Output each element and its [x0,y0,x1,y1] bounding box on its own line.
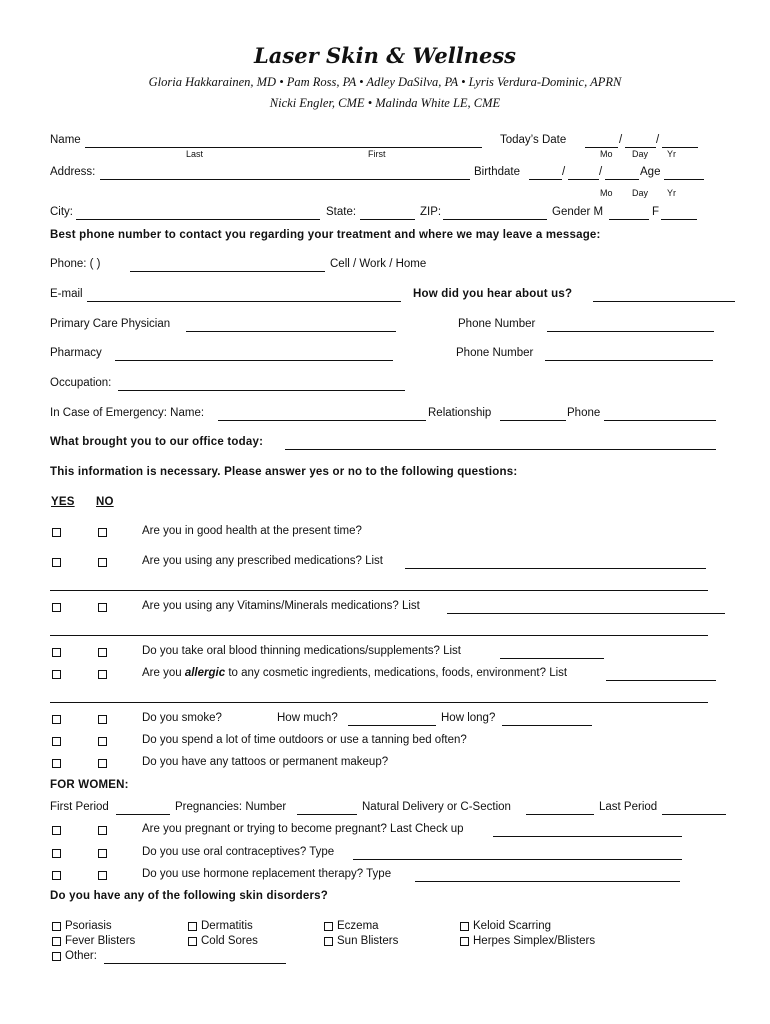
psoriasis-label: Psoriasis [65,920,112,932]
cold-sores-checkbox[interactable] [188,937,197,946]
zip-label: ZIP: [420,206,442,218]
q7-no-checkbox[interactable] [98,737,107,746]
vitamins-field[interactable] [447,613,725,614]
question-outdoors-tanning: Do you spend a lot of time outdoors or use a tanning bed often? [142,734,467,746]
delivery-label: Natural Delivery or C-Section [362,801,511,813]
question-contraceptives: Do you use oral contraceptives? Type [142,846,335,858]
q1-no-checkbox[interactable] [98,528,107,537]
w1-no-checkbox[interactable] [98,826,107,835]
smoke-how-long-field[interactable] [502,725,592,726]
today-yr-label: Yr [667,149,676,159]
today-day-label: Day [632,149,649,159]
birth-yr-label: Yr [667,188,676,198]
sun-blisters-checkbox[interactable] [324,937,333,946]
sun-blisters-label: Sun Blisters [337,935,399,947]
w2-no-checkbox[interactable] [98,849,107,858]
city-label: City: [50,206,73,218]
other-checkbox[interactable] [52,952,61,961]
birth-mo-label: Mo [600,188,613,198]
pregnancies-field[interactable] [297,814,357,815]
occupation-label: Occupation: [50,377,112,389]
pcp-field[interactable] [186,331,396,332]
dermatitis-label: Dermatitis [201,920,253,932]
pharmacy-field[interactable] [115,360,393,361]
contraceptives-field[interactable] [353,859,682,860]
vitamins-field-cont[interactable] [50,635,708,636]
pcp-label: Primary Care Physician [50,318,171,330]
emergency-phone-label: Phone [567,407,601,419]
question-blood-thinners: Do you take oral blood thinning medications/supplements? List [142,645,461,657]
question-tattoos: Do you have any tattoos or permanent makeup? [142,756,389,768]
q4-yes-checkbox[interactable] [52,648,61,657]
staff-line-1: Gloria Hakkarainen, MD • Pam Ross, PA • Adley DaSilva, PA • Lyris Verdura-Dominic, APRN [148,75,622,89]
today-month-field[interactable] [585,147,618,148]
allergies-field-cont[interactable] [50,702,708,703]
first-period-label: First Period [50,801,109,813]
other-field[interactable] [104,963,286,964]
q8-yes-checkbox[interactable] [52,759,61,768]
birth-month-field[interactable] [529,179,562,180]
state-field[interactable] [360,219,415,220]
emergency-name-label: In Case of Emergency: Name: [50,407,205,419]
today-year-field[interactable] [662,147,698,148]
yes-column-header: YES [51,496,75,508]
q6-yes-checkbox[interactable] [52,715,61,724]
w3-yes-checkbox[interactable] [52,871,61,880]
best-phone-heading: Best phone number to contact you regarding your treatment and where we may leave a message: [50,229,601,241]
question-prescribed-meds: Are you using any prescribed medications? List [142,555,383,567]
prescribed-meds-field-cont[interactable] [50,590,708,591]
city-field[interactable] [76,219,320,220]
for-women-heading: FOR WOMEN: [50,779,129,791]
phone-type-options[interactable]: Cell / Work / Home [330,258,427,270]
clinic-title: Laser Skin & Wellness [254,43,516,68]
question-vitamins: Are you using any Vitamins/Minerals medications? List [142,600,420,612]
brought-you-label: What brought you to our office today: [50,436,264,448]
zip-field[interactable] [443,219,547,220]
birth-year-field[interactable] [605,179,639,180]
pcp-phone-label: Phone Number [458,318,536,330]
brought-you-field[interactable] [285,449,716,450]
no-column-header: NO [96,496,114,508]
allergies-field[interactable] [606,680,716,681]
w1-yes-checkbox[interactable] [52,826,61,835]
birthdate-label: Birthdate [474,166,521,178]
phone-field[interactable] [130,271,325,272]
smoke-how-much-label: How much? [277,712,338,724]
q1-yes-checkbox[interactable] [52,528,61,537]
birth-day-field[interactable] [568,179,599,180]
q4-no-checkbox[interactable] [98,648,107,657]
today-mo-label: Mo [600,149,613,159]
hormone-therapy-field[interactable] [415,881,680,882]
herpes-checkbox[interactable] [460,937,469,946]
eczema-checkbox[interactable] [324,922,333,931]
pregnant-checkup-field[interactable] [493,836,682,837]
last-period-field[interactable] [662,814,726,815]
staff-line-2: Nicki Engler, CME • Malinda White LE, CME [269,96,501,110]
psoriasis-checkbox[interactable] [52,922,61,931]
q8-no-checkbox[interactable] [98,759,107,768]
skin-disorders-heading: Do you have any of the following skin disorders? [50,890,328,902]
relationship-label: Relationship [428,407,492,419]
pharmacy-phone-label: Phone Number [456,347,534,359]
pharmacy-label: Pharmacy [50,347,102,359]
today-day-field[interactable] [625,147,656,148]
birth-day-label: Day [632,188,649,198]
address-field[interactable] [100,179,470,180]
first-period-field[interactable] [116,814,170,815]
blood-thinners-field[interactable] [500,658,604,659]
q3-no-checkbox[interactable] [98,603,107,612]
hear-about-field[interactable] [593,301,735,302]
eczema-label: Eczema [337,920,379,932]
w3-no-checkbox[interactable] [98,871,107,880]
first-name-label: First [368,149,386,159]
smoke-how-much-field[interactable] [348,725,436,726]
info-necessary-heading: This information is necessary. Please answer yes or no to the following questions: [50,466,518,478]
pharmacy-phone-field[interactable] [545,360,713,361]
fever-blisters-label: Fever Blisters [65,935,136,947]
other-label: Other: [65,950,97,962]
keloid-label: Keloid Scarring [473,920,551,932]
herpes-label: Herpes Simplex/Blisters [473,935,596,947]
question-pregnant: Are you pregnant or trying to become pregnant? Last Check up [142,823,464,835]
name-label: Name [50,134,81,146]
phone-label: Phone: ( ) [50,258,101,270]
q5-no-checkbox[interactable] [98,670,107,679]
question-good-health: Are you in good health at the present time? [142,525,362,537]
keloid-checkbox[interactable] [460,922,469,931]
age-label: Age [640,166,661,178]
dermatitis-checkbox[interactable] [188,922,197,931]
fever-blisters-checkbox[interactable] [52,937,61,946]
w2-yes-checkbox[interactable] [52,849,61,858]
q6-no-checkbox[interactable] [98,715,107,724]
question-allergies: Are you allergic to any cosmetic ingredients, medications, foods, environment? List [142,667,568,679]
q7-yes-checkbox[interactable] [52,737,61,746]
last-period-label: Last Period [599,801,658,813]
gender-m-label: Gender M [552,206,604,218]
occupation-field[interactable] [118,390,405,391]
age-field[interactable] [664,179,704,180]
emergency-phone-field[interactable] [604,420,716,421]
cold-sores-label: Cold Sores [201,935,258,947]
question-smoke: Do you smoke? [142,712,222,724]
q3-yes-checkbox[interactable] [52,603,61,612]
gender-f-label: F [652,206,660,218]
email-field[interactable] [87,301,401,302]
address-label: Address: [50,166,96,178]
relationship-field[interactable] [500,420,566,421]
name-field[interactable] [85,147,482,148]
q2-no-checkbox[interactable] [98,558,107,567]
email-label: E-mail [50,288,83,300]
smoke-how-long-label: How long? [441,712,496,724]
q2-yes-checkbox[interactable] [52,558,61,567]
last-name-label: Last [186,149,204,159]
q5-yes-checkbox[interactable] [52,670,61,679]
pregnancies-label: Pregnancies: Number [175,801,287,813]
hear-about-label: How did you hear about us? [413,288,573,300]
state-label: State: [326,206,357,218]
prescribed-meds-field[interactable] [405,568,706,569]
delivery-field[interactable] [526,814,594,815]
gender-f-field[interactable] [661,219,697,220]
emergency-name-field[interactable] [218,420,426,421]
question-hormone-therapy: Do you use hormone replacement therapy? Type [142,868,392,880]
pcp-phone-field[interactable] [547,331,714,332]
gender-m-field[interactable] [609,219,649,220]
todays-date-label: Today’s Date [500,134,567,146]
